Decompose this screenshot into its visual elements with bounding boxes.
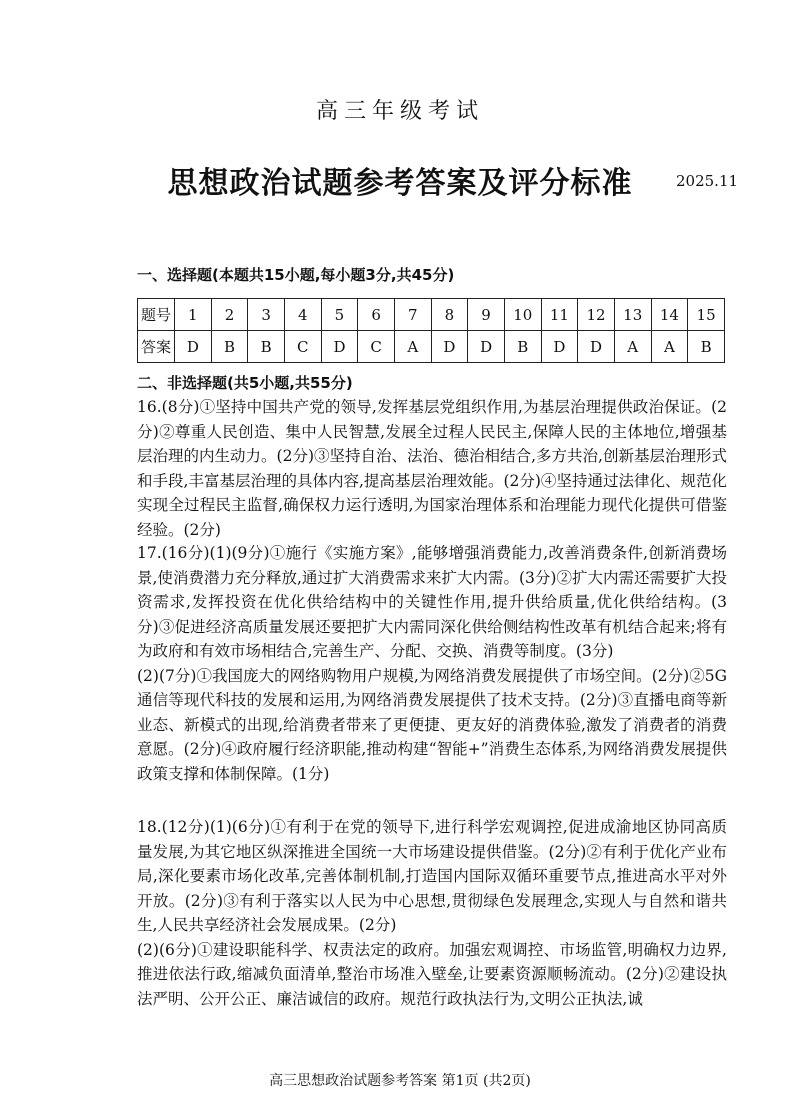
question-number-cell: 4 [284,299,321,331]
question-18-part1-text: 18.(12分)(1)(6分)①有利于在党的领导下,进行科学宏观调控,促进成渝地区协同高质量发展,为其它地区纵深推进全国统一大市场建设提供借鉴。(2分)②有利于优化产业布局,深化要素市场化改革,完善体制机制,打造国内国际双循环重要节点,推进高水平对外开放。(2分)③有利于落实以人民为中心思想,贯彻绿色发展理念,实现人与自然和谐共生,人民共享经济社会发展成果。(2分) [137,818,727,934]
answer-cell: A [394,331,431,363]
question-number-cell: 14 [651,299,688,331]
answer-cell: D [431,331,468,363]
question-17-part1-text: 17.(16分)(1)(9分)①施行《实施方案》,能够增强消费能力,改善消费条件,创新消费场景,使消费潜力充分释放,通过扩大消费需求来扩大内需。(3分)②扩大内需还需要扩大投资需求,发挥投资在优化供给结构中的关键性作用,提升供给质量,优化供给结构。(3分)③促进经济高质量发展还要把扩大内需同深化供给侧结构性改革有机结合起来;将有为政府和有效市场相结合,完善生产、分配、交换、消费等制度。(3分) [137,544,727,660]
answer-cell: C [358,331,395,363]
question-number-cell: 13 [614,299,651,331]
answer-cell: D [541,331,578,363]
answer-table [137,298,725,363]
question-17-answer [137,541,727,786]
question-17-part2-text: (2)(7分)①我国庞大的网络购物用户规模,为网络消费发展提供了市场空间。(2分)②5G通信等现代科技的发展和运用,为网络消费发展提供了技术支持。(2分)③直播电商等新业态、新模式的出现,给消费者带来了更便捷、更友好的消费体验,激发了消费者的消费意愿。(2分)④政府履行经济职能,推动构建“智能+”消费生态体系,为网络消费发展提供政策支撑和体制保障。(1分) [137,666,727,783]
question-number-cell: 6 [358,299,395,331]
document-title: 思想政治试题参考答案及评分标准 [167,166,633,201]
document-date: 2025.11 [676,172,739,190]
answer-cell: C [284,331,321,363]
question-number-cell: 7 [394,299,431,331]
exam-grade-header: 高三年级考试 [315,99,484,124]
question-number-cell: 1 [175,299,212,331]
answer-cell: A [651,331,688,363]
question-number-cell: 5 [321,299,358,331]
row-label-answers: 答案 [138,331,175,363]
answer-cell: B [248,331,285,363]
question-number-cell: 11 [541,299,578,331]
question-16-text: 16.(8分)①坚持中国共产党的领导,发挥基层党组织作用,为基层治理提供政治保证。(2分)②尊重人民创造、集中人民智慧,发展全过程人民民主,保障人民的主体地位,增强基层治理的内生动力。(2分)③坚持自治、法治、德治相结合,多方共治,创新基层治理形式和手段,丰富基层治理的具体内容,提高基层治理效能。(2分)④坚持通过法律化、规范化实现全过程民主监督,确保权力运行透明,为国家治理体系和治理能力现代化提供可借鉴经验。(2分) [137,398,727,539]
answer-cell: D [578,331,615,363]
answer-row [138,331,725,363]
question-number-cell: 15 [688,299,725,331]
question-number-cell: 10 [504,299,541,331]
answer-cell: B [504,331,541,363]
answer-cell: B [211,331,248,363]
question-16-answer [137,395,727,542]
answer-cell: B [688,331,725,363]
answer-cell: D [321,331,358,363]
question-number-cell: 9 [468,299,505,331]
question-18-answer [137,815,727,1011]
section2-heading: 二、非选择题(共5小题,共55分) [137,374,353,392]
question-number-row [138,299,725,331]
question-number-cell: 2 [211,299,248,331]
question-number-cell: 12 [578,299,615,331]
row-label-numbers: 题号 [138,299,175,331]
answer-cell: A [614,331,651,363]
answer-cell: D [175,331,212,363]
question-number-cell: 3 [248,299,285,331]
question-18-part2-text: (2)(6分)①建设职能科学、权责法定的政府。加强宏观调控、市场监管,明确权力边界,推进依法行政,缩减负面清单,整治市场准入壁垒,让要素资源顺畅流动。(2分)②建设执法严明、公开公正、廉洁诚信的政府。规范行政执法行为,文明公正执法,诚 [137,940,727,1008]
question-number-cell: 8 [431,299,468,331]
section1-heading: 一、选择题(本题共15小题,每小题3分,共45分) [137,266,455,284]
answer-cell: D [468,331,505,363]
page-footer: 高三思想政治试题参考答案 第1页 (共2页) [269,1073,531,1089]
